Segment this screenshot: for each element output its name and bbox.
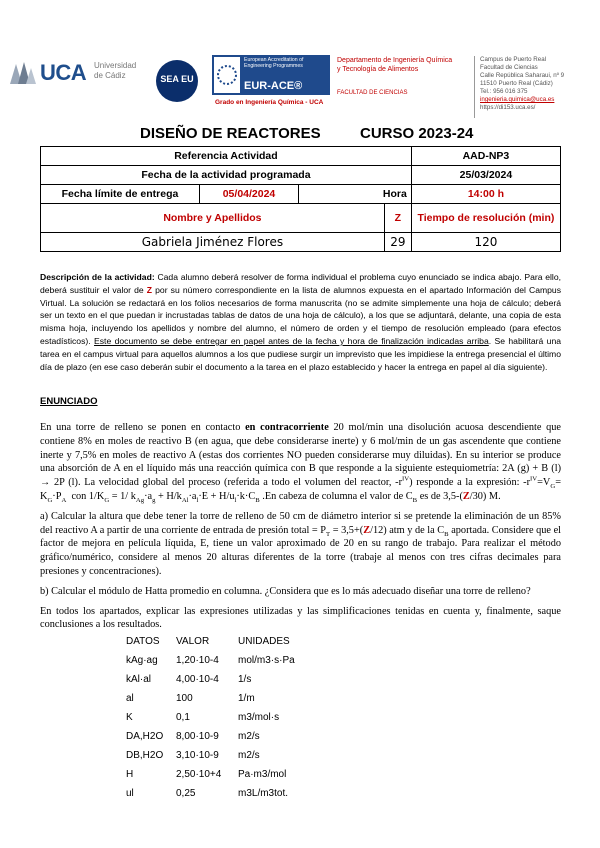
problem-part-b: b) Calcular el módulo de Hatta promedio en columna. ¿Considera que es lo más adecuado diseñar una torre de relleno? [40, 585, 531, 597]
course-year: CURSO 2023-24 [360, 125, 474, 142]
faculty-name: FACULTAD DE CIENCIAS [337, 90, 408, 96]
email-link[interactable]: ingenieria.quimica@uca.es [480, 96, 555, 103]
web-link[interactable]: https://di153.uca.es/ [480, 104, 536, 111]
campus-address: Campus de Puerto Real Facultad de Ciencias Calle República Saharaui, nº 9 11510 Puerto Real (Cádiz) Tel.: 956 016 375 ingenieria.quimica@uca.es https://di153.uca.es/ [480, 56, 565, 111]
limite-value: 05/04/2024 [200, 185, 299, 204]
eur-ace-emblem-icon [214, 57, 240, 93]
tiempo-label: Tiempo de resolución (min) [411, 204, 560, 233]
nombre-value: Gabriela Jiménez Flores [41, 233, 385, 252]
uca-logo [8, 58, 137, 88]
enunciado-heading: ENUNCIADO [40, 396, 98, 407]
problem-statement [40, 421, 561, 638]
z-value: 29 [384, 233, 411, 252]
sea-eu-logo: SEA EU [156, 60, 198, 102]
ref-value: AAD-NP3 [411, 147, 560, 166]
limite-label: Fecha límite de entrega [41, 185, 200, 204]
tiempo-value: 120 [411, 233, 560, 252]
problem-part-a: a) Calcular la altura que debe tener la torre de relleno de 50 cm de diámetro interior si se pretende la eliminación de un 85% del reactivo A a partir de una corriente de entrada de presión total = $P_T = 3,5+(Z/12)$ atm y de la $C_B$ aportada. Considere que el factor de mejora en película líquida, E, tiene un valor aproximado de 20 en su rango de trabajo. Para realizar el método gráfico/numérico, considere al menos 20 alturas diferentes de la torre (trabaje al menos con tres cifras decimales para presiones y concentraciones). [40, 510, 561, 577]
activity-table [40, 146, 561, 252]
eur-ace-wordmark: EUR-ACE® [244, 80, 303, 92]
uca-emblem-icon [8, 60, 38, 86]
hora-value: 14:00 h [411, 185, 560, 204]
header-divider [474, 56, 475, 118]
grado-label: Grado en Ingeniería Química - UCA [215, 99, 324, 106]
eur-ace-text: European Accreditation of Engineering Programmes [244, 57, 304, 69]
fecha-value: 25/03/2024 [411, 166, 560, 185]
department-name: Departamento de Ingeniería Química y Tecnología de Alimentos [337, 57, 453, 73]
nombre-label: Nombre y Apellidos [41, 204, 385, 233]
activity-description: Descripción de la actividad: Cada alumno deberá resolver de forma individual el problema cuyo enunciado se indica abajo. Para ello, deberá sustituir el valor de Z por su número correspondiente en la lista de alumnos expuesta en el apartado Información del Campus Virtual. La solución se redactará en los folios necesarios de forma manuscrita (no se admite simplemente una hoja de cálculo; deberá ser un texto en el que puedan ir incrustadas tablas de datos de una hoja de cálculo), a los que se adjuntará, delante, una copia de esta misma hoja, incluyendo los apellidos y nombre del alumno, el número de orden y el tiempo de resolución empleado (para efectos estadísticos). Este documento se debe entregar en papel antes de la fecha y hora de finalización indicadas arriba. Se habilitará una tarea en el campus virtual para aquellos alumnos a los que pudiese surgir un imprevisto que les impidiese la entrega presencial el último día de plazo (en ese caso deberán subir el documento a la tarea en el plazo establecido y hacer la entrega en papel al día siguiente). [40, 272, 561, 372]
delivery-note: Este documento se debe entregar en papel antes de la fecha y hora de finalización indicadas arriba [94, 335, 489, 346]
ref-label: Referencia Actividad [41, 147, 412, 166]
eur-ace-logo [212, 55, 330, 95]
z-label: Z [384, 204, 411, 233]
page-title: DISEÑO DE REACTORES [140, 125, 321, 142]
uca-wordmark: UCA [40, 60, 87, 85]
problem-conclusion: En todos los apartados, explicar las expresiones utilizadas y las simplificaciones tenidas en cuenta y, finalmente, saque conclusiones a los resultados. [40, 605, 561, 631]
hora-label: Hora [299, 185, 412, 204]
fecha-label: Fecha de la actividad programada [41, 166, 412, 185]
uca-subtitle: Universidad de Cádiz [94, 61, 137, 80]
problem-paragraph: En una torre de relleno se ponen en contacto en contracorriente 20 mol/min una disolución acuosa descendiente que contiene 8% en moles de reactivo B (en agua, que debe considerarse inerte) y 6 mol/min de un gas ascendente que contiene inerte y 7,5% en moles de reactivo A (estas dos corrientes NO pueden considerarse muy diluidas). En su interior se produce una absorción de A en el líquido más una reacción química con B que responde a la siguiente estequiometría: 2A (g) + B (l) → 2P (l). La velocidad global del proceso (referida a todo el volumen del reactor, $-r^{IV}$) responde a la expresión: $-r^{IV}=V_G= K_G\cdot P_A$ con $1/K_G = 1/$ $k_{Ag}\cdot a_g + H/k_{Al}\cdot a_l\cdot E + H/u_l\cdot k\cdot C_B$ .En cabeza de columna el valor de $C_B$ es de 3,5-(Z/30) M. [40, 422, 562, 505]
